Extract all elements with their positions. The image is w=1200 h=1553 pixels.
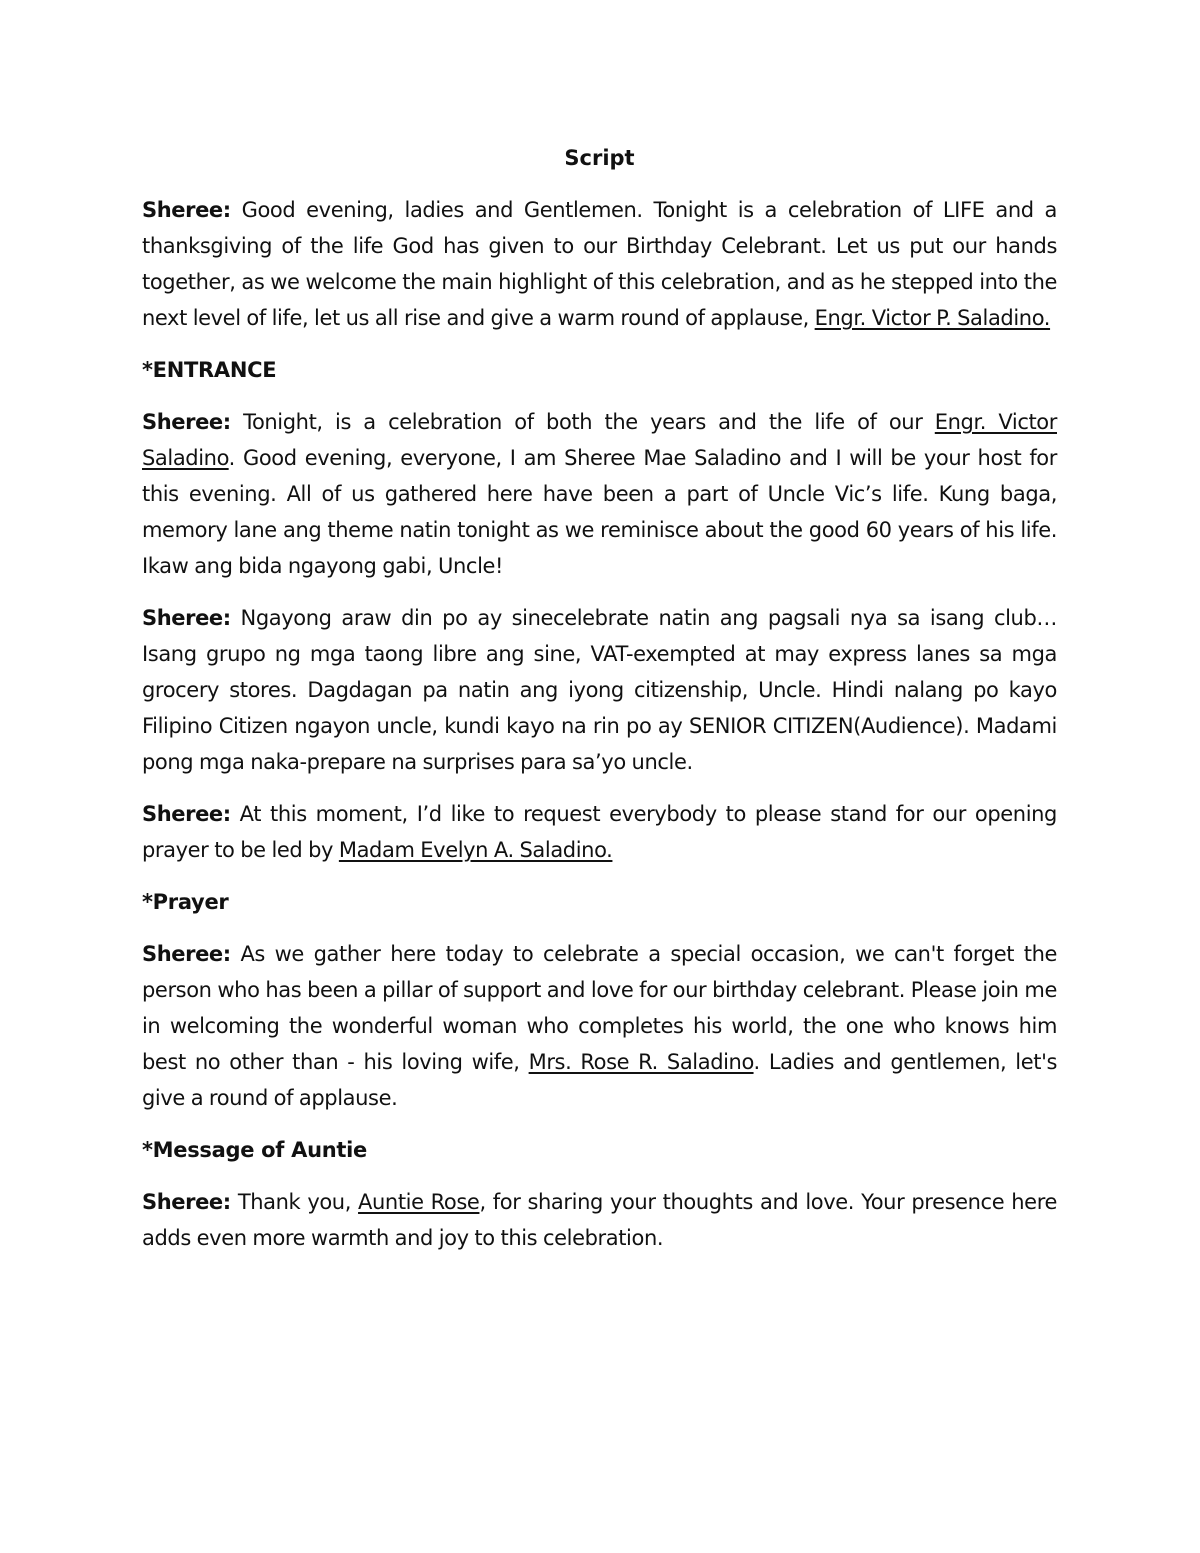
section-heading-message-of-auntie: *Message of Auntie	[142, 1138, 367, 1162]
paragraph-text: Thank you,	[230, 1190, 359, 1214]
auntie-name: Auntie Rose	[358, 1190, 480, 1214]
paragraph-wife-intro	[142, 936, 1057, 1116]
paragraph-text: . Ladies and gentlemen, let's give a round of applause.	[142, 1050, 1057, 1110]
paragraph-prayer-request	[142, 796, 1057, 868]
celebrant-name: Engr. Victor P. Saladino.	[814, 306, 1051, 330]
paragraph-senior-citizen	[142, 600, 1057, 780]
paragraph-entrance	[142, 404, 1057, 584]
prayer-leader-name: Madam Evelyn A. Saladino.	[338, 838, 613, 862]
speaker-label: Sheree:	[142, 410, 231, 434]
section-heading-entrance: *ENTRANCE	[142, 358, 277, 382]
paragraph-text: , for sharing your thoughts and love. Your presence here adds even more warmth and joy to this celebration.	[142, 1190, 1057, 1250]
speaker-label: Sheree:	[142, 942, 231, 966]
celebrant-name: Engr. Victor Saladino	[142, 410, 1057, 470]
paragraph-text: As we gather here today to celebrate a special occasion, we can't forget the person who has been a pillar of support and love for our birthday celebrant. Please join me in welcoming the wonderful woman who completes his world, the one who knows him best no other than - his loving wife,	[142, 942, 1057, 1074]
paragraph-text: Tonight, is a celebration of both the years and the life of our	[230, 410, 935, 434]
speaker-label: Sheree:	[142, 606, 231, 630]
speaker-label: Sheree:	[142, 1190, 231, 1214]
paragraph-text: Ngayong araw din po ay sinecelebrate natin ang pagsali nya sa isang club… Isang grupo ng mga taong libre ang sine, VAT-exempted at may express lanes sa mga grocery stores. Dagdagan pa natin ang iyong citizenship, Uncle. Hindi nalang po kayo Filipino Citizen ngayon uncle, kundi kayo na rin po ay SENIOR CITIZEN(Audience). Madami pong mga naka-prepare na surprises para sa’yo uncle.	[142, 606, 1057, 774]
document-page	[142, 140, 1057, 1272]
paragraph-thank-you	[142, 1184, 1057, 1256]
speaker-label: Sheree:	[142, 198, 231, 222]
section-heading-prayer: *Prayer	[142, 890, 229, 914]
paragraph-text: At this moment, I’d like to request everybody to please stand for our opening prayer to be led by	[142, 802, 1057, 862]
paragraph-opening	[142, 192, 1057, 336]
paragraph-text: Good evening, ladies and Gentlemen. Tonight is a celebration of LIFE and a thanksgiving of the life God has given to our Birthday Celebrant. Let us put our hands together, as we welcome the main highlight of this celebration, and as he stepped into the next level of life, let us all rise and give a warm round of applause,	[142, 198, 1057, 330]
speaker-label: Sheree:	[142, 802, 231, 826]
document-title: Script	[564, 146, 635, 170]
paragraph-text: . Good evening, everyone, I am Sheree Mae Saladino and I will be your host for this evening. All of us gathered here have been a part of Uncle Vic’s life. Kung baga, memory lane ang theme natin tonight as we reminisce about the good 60 years of his life. Ikaw ang bida ngayong gabi, Uncle!	[142, 446, 1057, 578]
wife-name: Mrs. Rose R. Saladino	[528, 1050, 754, 1074]
